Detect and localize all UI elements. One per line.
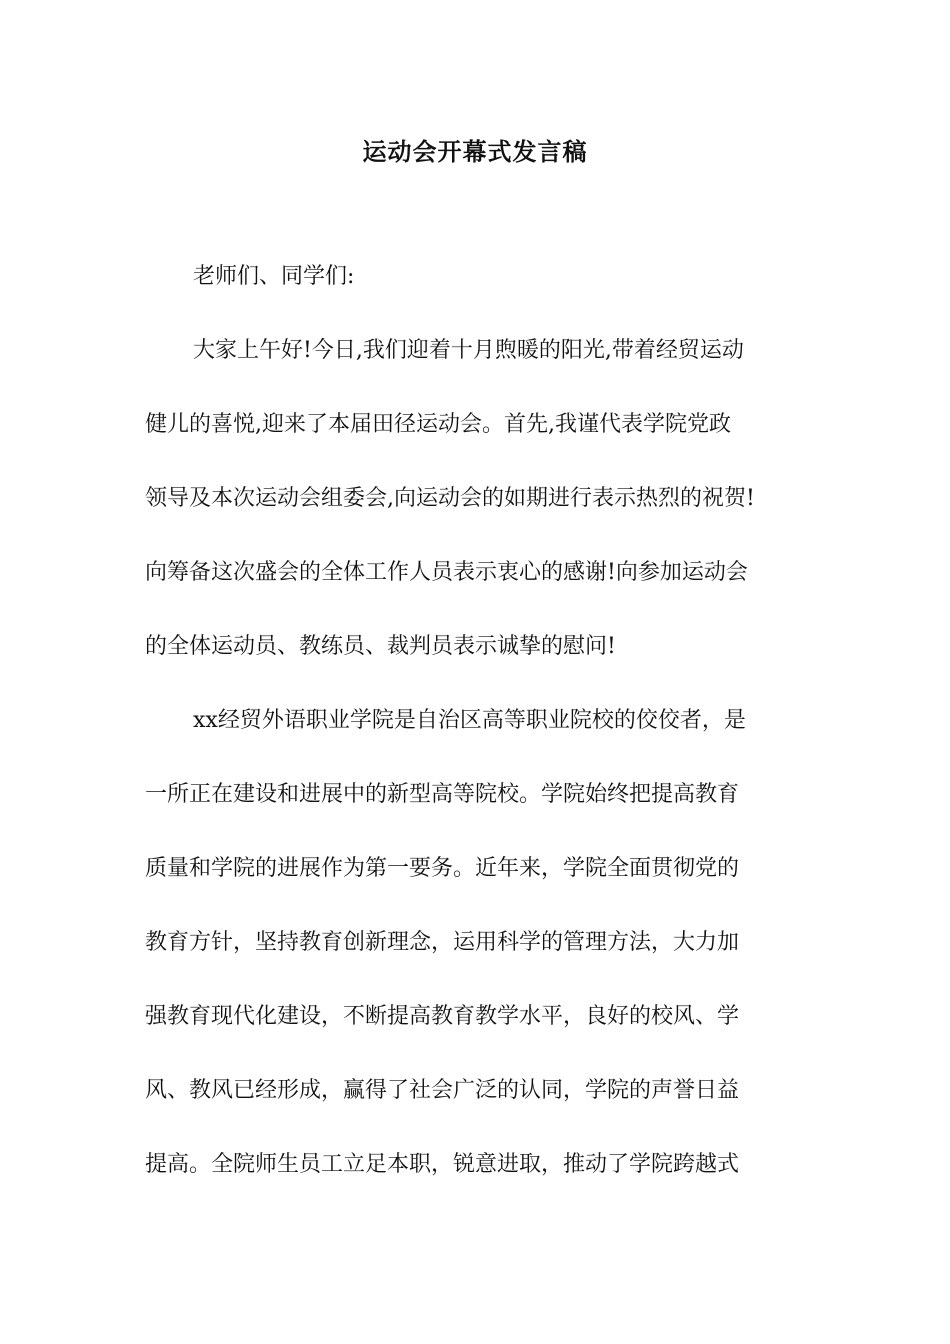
paragraph-line: 强教育现代化建设，不断提高教育教学水平，良好的校风、学 (145, 1004, 740, 1029)
paragraph-line: 质量和学院的进展作为第一要务。近年来，学院全面贯彻党的 (145, 856, 740, 881)
paragraph-line: 健儿的喜悦,迎来了本届田径运动会。首先,我谨代表学院党政 (145, 412, 731, 437)
salutation-line: 老师们、同学们: (193, 264, 355, 289)
paragraph-line: 大家上午好!今日,我们迎着十月煦暖的阳光,带着经贸运动 (193, 338, 744, 363)
paragraph-line: 风、教风已经形成，赢得了社会广泛的认同，学院的声誉日益 (145, 1078, 740, 1103)
paragraph-line: 向筹备这次盛会的全体工作人员表示衷心的感谢!向参加运动会 (145, 560, 748, 585)
paragraph-line: 领导及本次运动会组委会,向运动会的如期进行表示热烈的祝贺! (145, 486, 755, 511)
document-title: 运动会开幕式发言稿 (362, 138, 588, 166)
paragraph-line: xx经贸外语职业学院是自治区高等职业院校的佼佼者，是 (193, 708, 746, 733)
document-body (145, 240, 811, 1202)
paragraph-line: 教育方针，坚持教育创新理念，运用科学的管理方法，大力加 (145, 930, 740, 955)
paragraph-line: 一所正在建设和进展中的新型高等院校。学院始终把提高教育 (145, 782, 740, 807)
paragraph-line: 的全体运动员、教练员、裁判员表示诚挚的慰问! (145, 634, 616, 659)
paragraph-line: 提高。全院师生员工立足本职，锐意进取，推动了学院跨越式 (145, 1152, 740, 1177)
